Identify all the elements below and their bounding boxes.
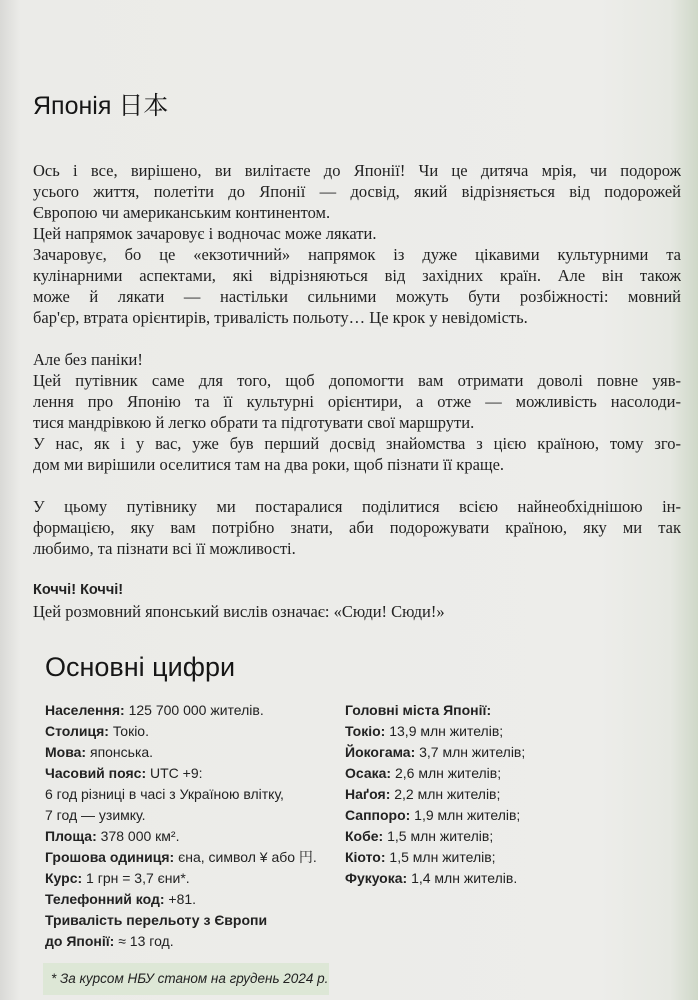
fact-label: Саппоро: [345, 807, 411, 823]
text-line: Але без паніки! [33, 350, 143, 369]
fact-row [45, 805, 325, 826]
fact-label: Площа: [45, 828, 97, 844]
fact-value: 378 000 км². [96, 828, 180, 844]
text-line: формацією, яку вам потрібно знати, аби подорожувати країною, яку ми так [33, 518, 681, 537]
fact-value: 1,9 млн жителів; [410, 807, 521, 823]
stats-heading: Основні цифри [45, 652, 236, 682]
fact-row [345, 847, 645, 868]
kocchi-text: Цей розмовний японський вислів означає: «Сюди! Сюди!» [33, 602, 445, 621]
text-line: лення про Японію та її культурні орієнтири, а отже — можливість насолоди- [33, 392, 681, 411]
text-line: усього життя, полетіти до Японії — досвід, який відрізняється від подорожей [33, 182, 681, 201]
fact-row [345, 742, 645, 763]
text-line: кулінарними аспектами, які відрізняються від західних країн. Але він також [33, 266, 681, 285]
fact-row [45, 910, 325, 931]
fact-row [45, 700, 325, 721]
text-line: бар'єр, втрата орієнтирів, тривалість польоту… Це крок у невідомість. [33, 308, 528, 327]
fact-label: Фукуока: [345, 870, 408, 886]
text-line: дом ми вирішили оселитися там на два роки, щоб пізнати її краще. [33, 455, 505, 474]
fact-label: Грошова одиниця: [45, 849, 175, 865]
fact-value: 1 грн = 3,7 єни*. [82, 870, 190, 886]
intro-paragraph-2 [33, 349, 681, 475]
fact-row [45, 889, 325, 910]
fact-row [345, 721, 645, 742]
fact-row [345, 826, 645, 847]
text-line: може й лякати — настільки сильними можуть бути розбіжності: мовний [33, 287, 681, 306]
fact-row [45, 868, 325, 889]
text-line: Європою чи американським континентом. [33, 203, 331, 222]
fact-value: 6 год різниці в часі з Україною влітку, [45, 786, 284, 802]
fact-row [45, 826, 325, 847]
fact-label: Столиця: [45, 723, 109, 739]
fact-value: 13,9 млн жителів; [385, 723, 504, 739]
fact-value: ≈ 13 год. [114, 933, 174, 949]
fact-value: 7 год — узимку. [45, 807, 146, 823]
fact-label: Курс: [45, 870, 83, 886]
kocchi-heading: Коччі! Коччі! [33, 582, 124, 598]
fact-value: 1,5 млн жителів; [385, 849, 496, 865]
page-title: Японія 日本 [33, 92, 169, 120]
text-line: тися мандрівкою й легко обрати та підготувати свої маршрути. [33, 413, 475, 432]
fact-label: Телефонний код: [45, 891, 165, 907]
fact-label: Наґоя: [345, 786, 391, 802]
fact-label: Йокогама: [345, 744, 416, 760]
fact-value: 2,2 млн жителів; [390, 786, 501, 802]
text-line: У нас, як і у вас, уже був перший досвід знайомства з цією країною, тому зго- [33, 434, 681, 453]
main-cities-list [345, 700, 645, 889]
fact-label: Токіо: [345, 723, 386, 739]
fact-label: Населення: [45, 702, 125, 718]
fact-label: до Японії: [45, 933, 115, 949]
fact-label: Часовий пояс: [45, 765, 147, 781]
text-line: Зачаровує, бо це «екзотичний» напрямок із дуже цікавими культурними та [33, 245, 681, 264]
fact-value: японська. [86, 744, 154, 760]
fact-label: Мова: [45, 744, 87, 760]
intro-paragraph-1 [33, 160, 681, 328]
fact-value: 3,7 млн жителів; [415, 744, 526, 760]
text-line: Цей путівник саме для того, щоб допомогти вам отримати доволі повне уяв- [33, 371, 681, 390]
footnote: * За курсом НБУ станом на грудень 2024 р. [43, 963, 329, 995]
fact-row [45, 784, 325, 805]
fact-value: 1,4 млн жителів. [407, 870, 518, 886]
fact-label: Осака: [345, 765, 392, 781]
key-facts-list [45, 700, 325, 952]
fact-label: Кобе: [345, 828, 384, 844]
fact-row [45, 763, 325, 784]
fact-value: єна, символ ¥ або 円. [174, 849, 317, 865]
fact-row [345, 763, 645, 784]
fact-value: 2,6 млн жителів; [391, 765, 502, 781]
fact-row [45, 742, 325, 763]
text-line: У цьому путівнику ми постаралися поділитися всією найнеобхіднішою ін- [33, 497, 681, 516]
fact-value: +81. [164, 891, 197, 907]
fact-row [45, 847, 325, 868]
fact-row [45, 721, 325, 742]
intro-paragraph-3 [33, 496, 681, 559]
fact-value: 125 700 000 жителів. [124, 702, 264, 718]
intro-text [33, 160, 681, 622]
fact-value: Токіо. [108, 723, 149, 739]
fact-value: UTC +9: [146, 765, 203, 781]
fact-row [345, 868, 645, 889]
fact-label: Тривалість перельоту з Європи [45, 912, 268, 928]
fact-row [345, 805, 645, 826]
text-line: Ось і все, вирішено, ви вилітаєте до Японії! Чи це дитяча мрія, чи подорож [33, 161, 681, 180]
text-line: Цей напрямок зачаровує і водночас може лякати. [33, 224, 377, 243]
cities-heading: Головні міста Японії: [345, 702, 492, 718]
text-line: любимо, та пізнати всі її можливості. [33, 539, 296, 558]
fact-value: 1,5 млн жителів; [383, 828, 494, 844]
fact-row [345, 784, 645, 805]
fact-row [45, 931, 325, 952]
fact-label: Кіото: [345, 849, 386, 865]
